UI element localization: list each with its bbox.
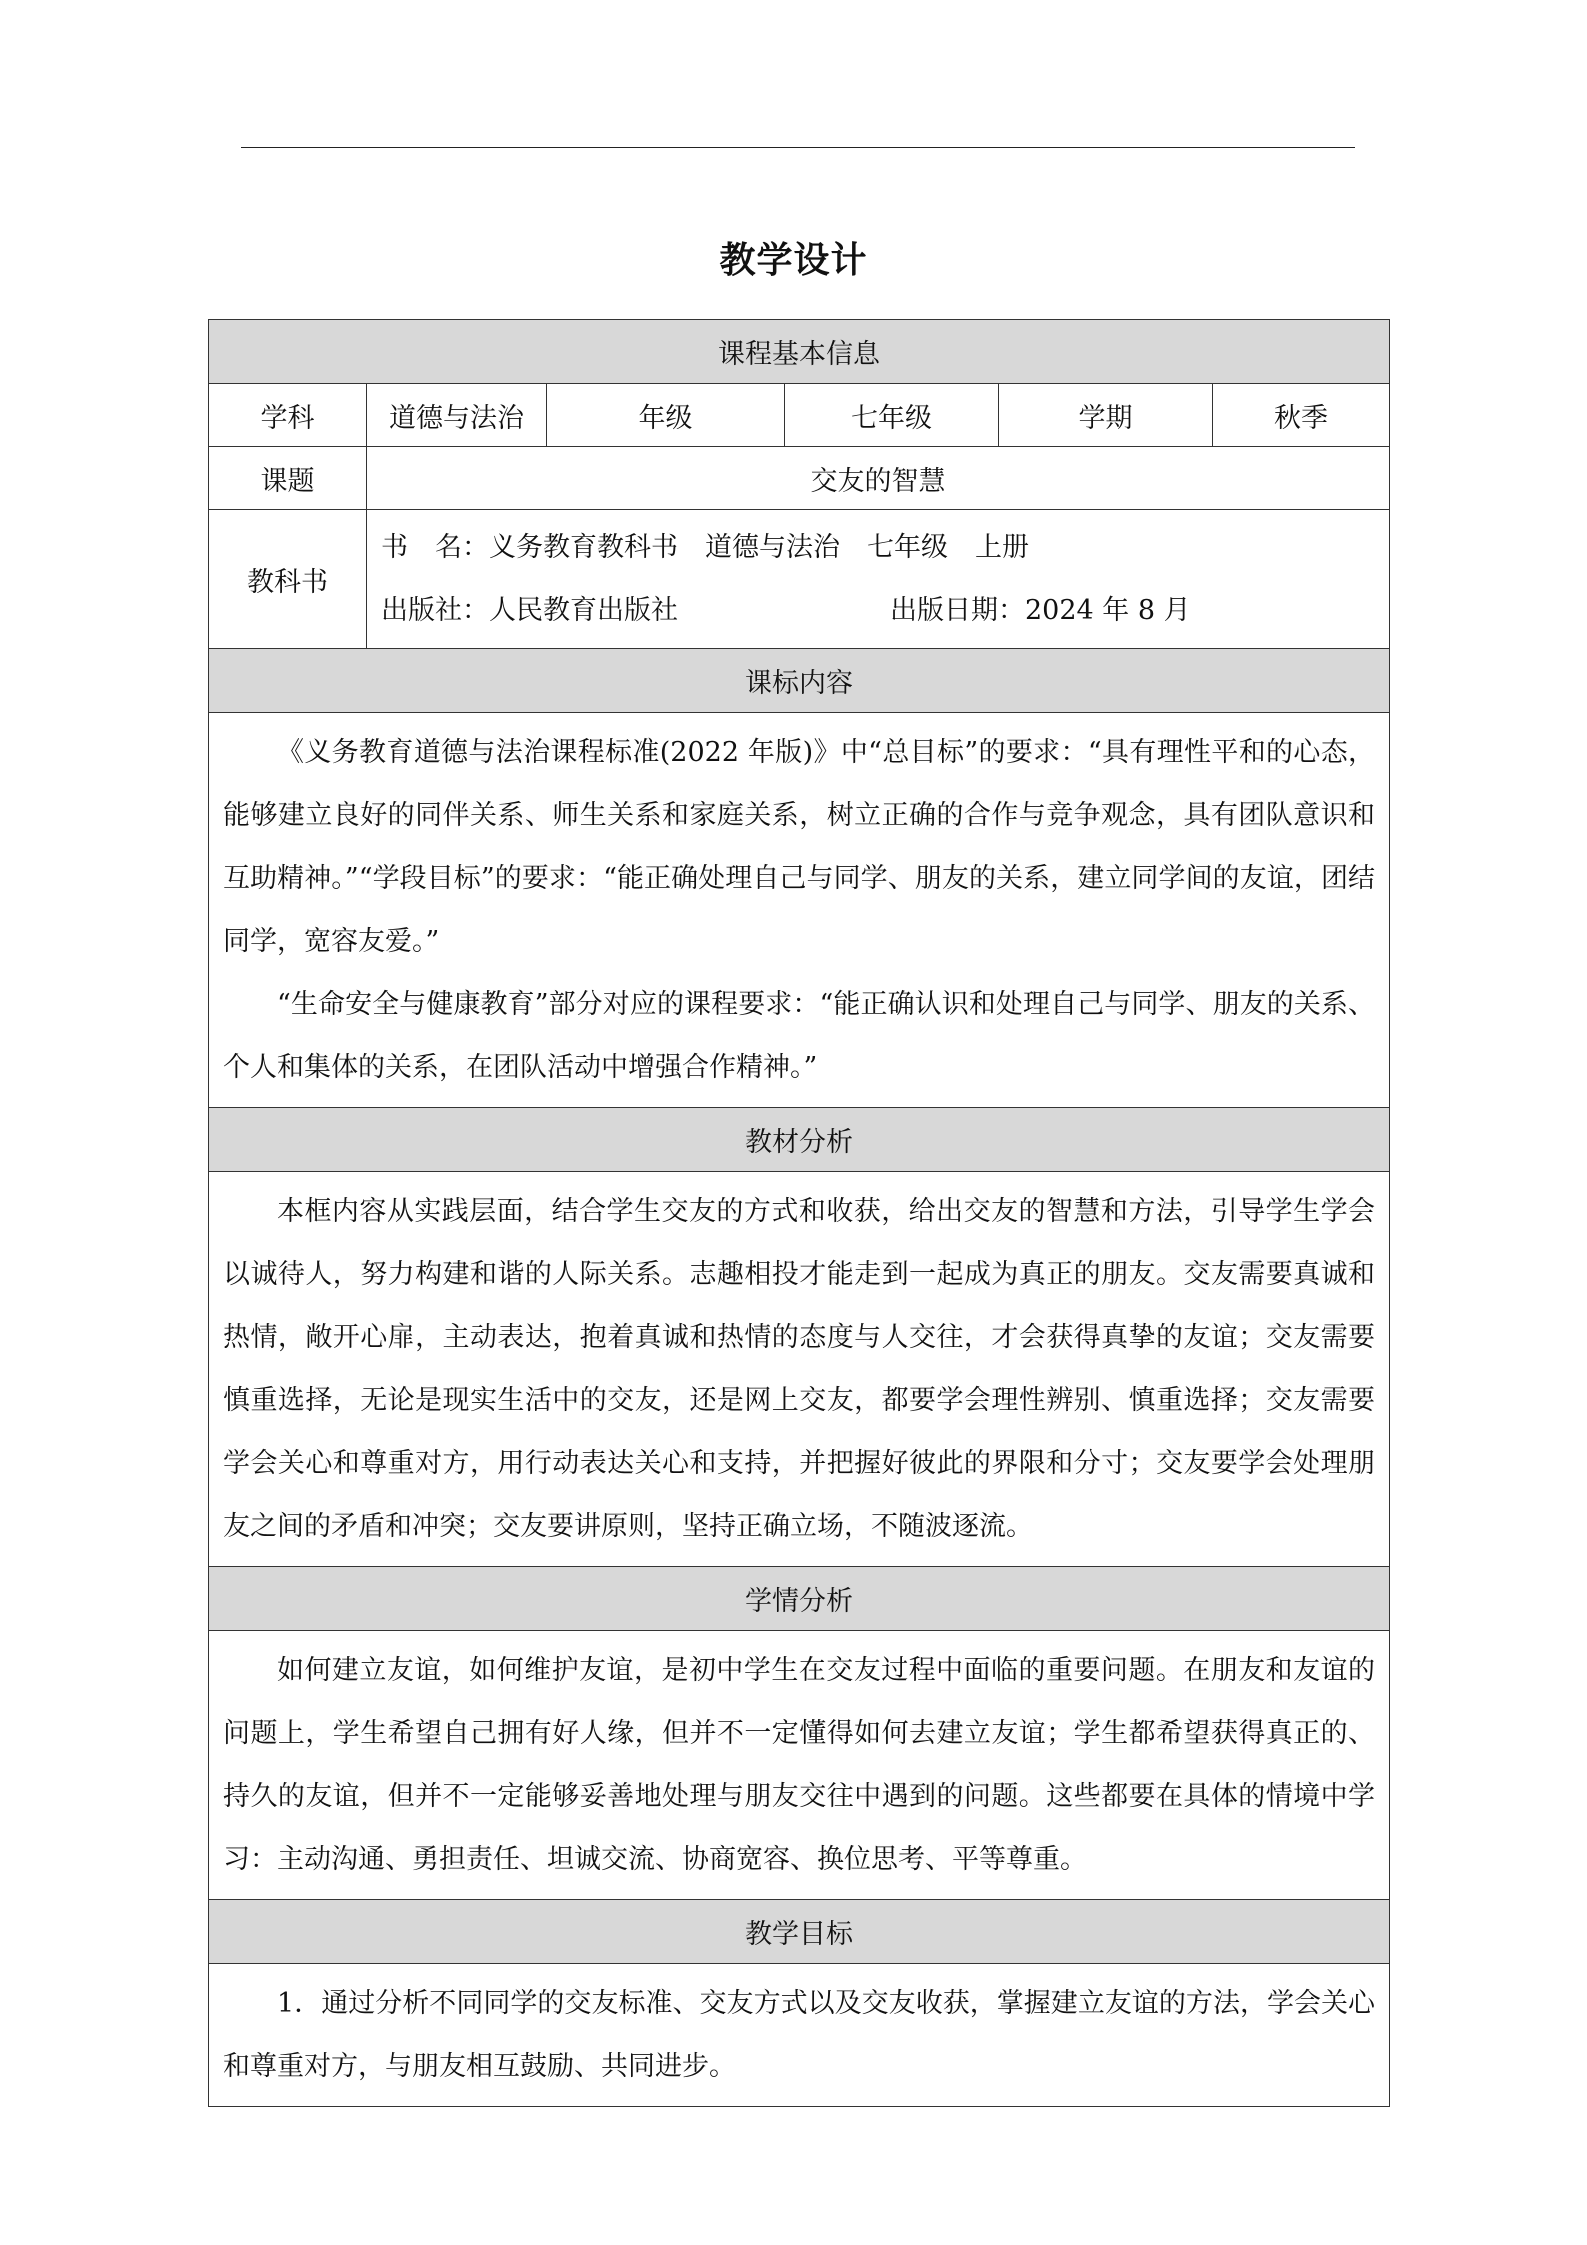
grade-value: 七年级 [785,384,999,447]
standard-content [209,713,1390,1108]
objective-paragraph: 1．通过分析不同同学的交友标准、交友方式以及交友收获，掌握建立友谊的方法，学会关心和尊重对方，与朋友相互鼓励、共同进步。 [223,1988,1376,2082]
document-title: 教学设计 [719,239,868,281]
section-header-basic-info: 课程基本信息 [209,320,1390,384]
student-paragraph: 如何建立友谊，如何维护友谊，是初中学生在交友过程中面临的重要问题。在朋友和友谊的问题上，学生希望自己拥有好人缘，但并不一定懂得如何去建立友谊；学生都希望获得真正的、持久的友谊，但并不一定能够妥善地处理与朋友交往中遇到的问题。这些都要在具体的情境中学习：主动沟通、勇担责任、坦诚交流、协商宽容、换位思考、平等尊重。 [223,1655,1376,1875]
section-header-student-analysis: 学情分析 [209,1567,1390,1631]
section-header-standard: 课标内容 [209,649,1390,713]
material-analysis-content [209,1172,1390,1567]
term-label: 学期 [999,384,1213,447]
book-publisher-line [381,579,1375,642]
objectives-content [209,1964,1390,2107]
header-rule [241,147,1355,148]
lesson-plan-table [208,319,1390,2107]
material-paragraph: 本框内容从实践层面，结合学生交友的方式和收获，给出交友的智慧和方法，引导学生学会以诚待人，努力构建和谐的人际关系。志趣相投才能走到一起成为真正的朋友。交友需要真诚和热情，敞开心扉，主动表达，抱着真诚和热情的态度与人交往，才会获得真挚的友谊；交友需要慎重选择，无论是现实生活中的交友，还是网上交友，都要学会理性辨别、慎重选择；交友需要学会关心和尊重对方，用行动表达关心和支持，并把握好彼此的界限和分寸；交友要学会处理朋友之间的矛盾和冲突；交友要讲原则，坚持正确立场，不随波逐流。 [223,1196,1376,1542]
section-header-objectives: 教学目标 [209,1900,1390,1964]
grade-label: 年级 [547,384,785,447]
section-header-material-analysis: 教材分析 [209,1108,1390,1172]
student-analysis-content [209,1631,1390,1900]
textbook-label: 教科书 [209,510,367,649]
subject-label: 学科 [209,384,367,447]
publisher: 出版社：人民教育出版社 [381,595,678,626]
term-value: 秋季 [1213,384,1390,447]
standard-paragraph: 《义务教育道德与法治课程标准(2022 年版)》中“总目标”的要求：“具有理性平和的心态，能够建立良好的同伴关系、师生关系和家庭关系，树立正确的合作与竞争观念，具有团队意识和互助精神。”“学段目标”的要求：“能正确处理自己与同学、朋友的关系，建立同学间的友谊，团结同学，宽容友爱。” [223,737,1376,957]
subject-value: 道德与法治 [367,384,547,447]
standard-paragraph: “生命安全与健康教育”部分对应的课程要求：“能正确认识和处理自己与同学、朋友的关系、个人和集体的关系，在团队活动中增强合作精神。” [223,989,1376,1083]
textbook-info [367,510,1390,649]
topic-value: 交友的智慧 [367,447,1390,510]
book-name: 书 名：义务教育教科书 道德与法治 七年级 上册 [381,532,1029,563]
publish-date: 出版日期：2024 年 8 月 [890,595,1191,626]
topic-label: 课题 [209,447,367,510]
